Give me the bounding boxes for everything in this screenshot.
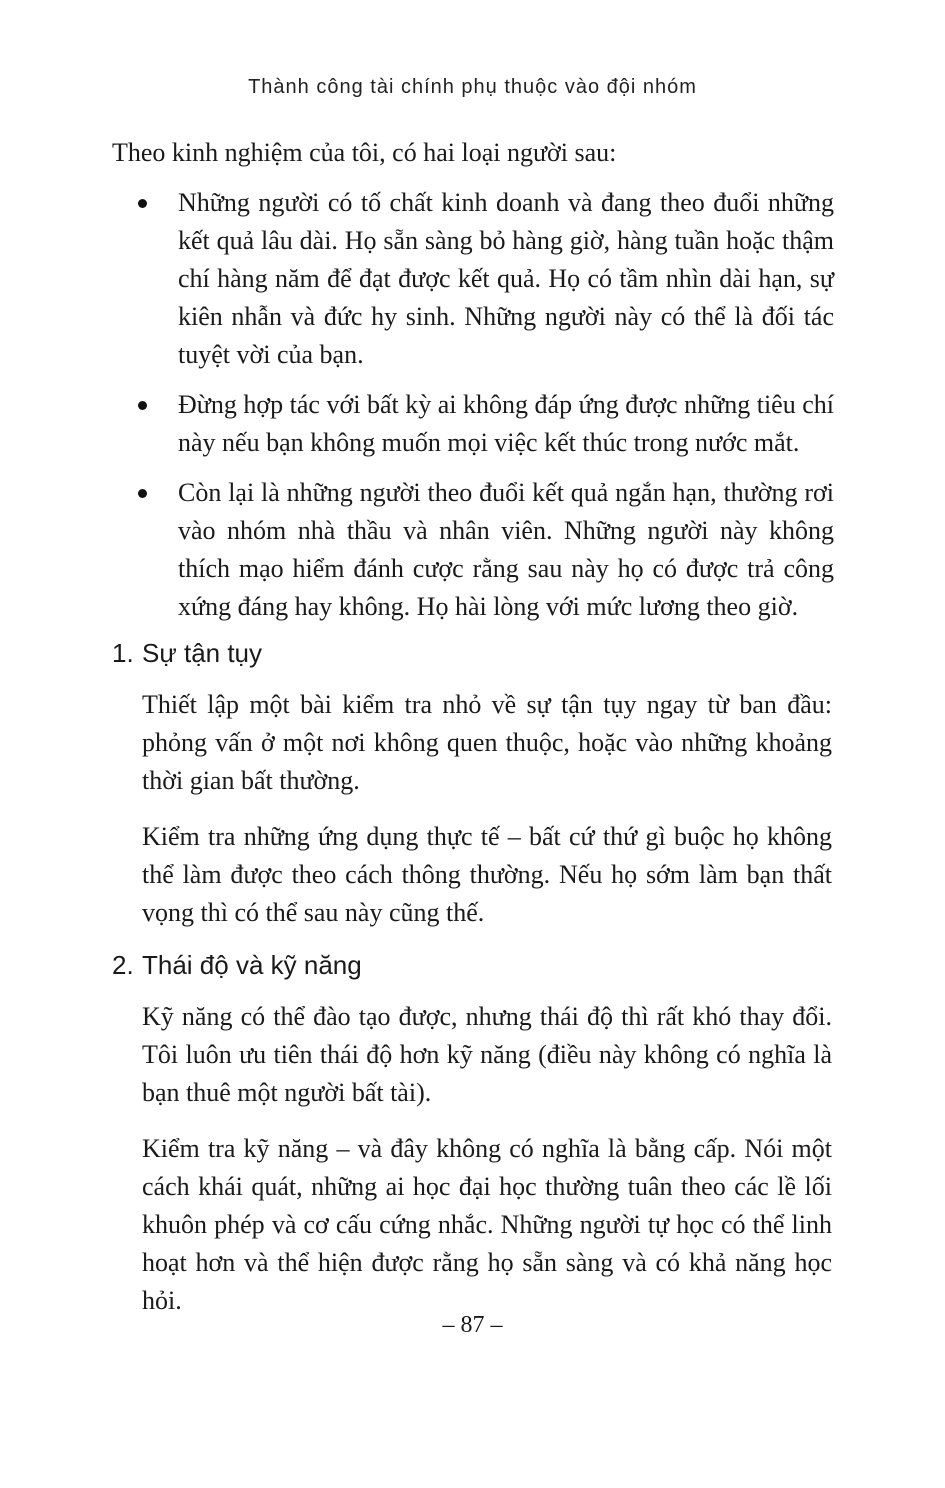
bullet-item <box>0 474 834 626</box>
bullet-list <box>0 184 945 638</box>
bullet-text: Còn lại là những người theo đuổi kết quả ngắn hạn, thường rơi vào nhóm nhà thầu và nhân viên. Những người này không thích mạo hiểm đánh cược rằng sau này họ có được trả công xứng đáng hay không. Họ hài lòng với mức lương theo giờ. <box>178 478 834 621</box>
bullet-item <box>0 386 834 462</box>
section-title: Thái độ và kỹ năng <box>142 950 362 980</box>
bullet-text: Đừng hợp tác với bất kỳ ai không đáp ứng được những tiêu chí này nếu bạn không muốn mọi việc kết thúc trong nước mắt. <box>178 390 834 457</box>
section-2-paragraph-2: Kiểm tra kỹ năng – và đây không có nghĩa là bằng cấp. Nói một cách khái quát, những ai học đại học thường tuân theo các lề lối khuôn phép và cơ cấu cứng nhắc. Những người tự học có thể linh hoạt hơn và thể hiện được rằng họ sẵn sàng và có khả năng học hỏi. <box>142 1134 832 1315</box>
section-1-paragraph-2: Kiểm tra những ứng dụng thực tế – bất cứ thứ gì buộc họ không thể làm được theo cách thông thường. Nếu họ sớm làm bạn thất vọng thì có thể sau này cũng thế. <box>142 822 832 927</box>
section-number: 1. <box>112 638 134 668</box>
page-number: – 87 – <box>442 1312 503 1338</box>
intro-paragraph: Theo kinh nghiệm của tôi, có hai loại người sau: <box>112 138 617 167</box>
section-number: 2. <box>112 950 134 980</box>
running-header: Thành công tài chính phụ thuộc vào đội nhóm <box>248 76 697 98</box>
bullet-text: Những người có tố chất kinh doanh và đang theo đuổi những kết quả lâu dài. Họ sẵn sàng bỏ hàng giờ, hàng tuần hoặc thậm chí hàng năm để đạt được kết quả. Họ có tầm nhìn dài hạn, sự kiên nhẫn và đức hy sinh. Những người này có thể là đối tác tuyệt vời của bạn. <box>178 188 834 369</box>
bullet-item <box>0 184 834 374</box>
bullet-icon <box>138 489 147 498</box>
section-heading-1 <box>112 634 262 672</box>
section-2-paragraph-1: Kỹ năng có thể đào tạo được, nhưng thái độ thì rất khó thay đổi. Tôi luôn ưu tiên thái độ hơn kỹ năng (điều này không có nghĩa là bạn thuê một người bất tài). <box>142 1002 832 1107</box>
bullet-icon <box>138 199 147 208</box>
section-1-paragraph-1: Thiết lập một bài kiểm tra nhỏ về sự tận tụy ngay từ ban đầu: phỏng vấn ở một nơi không quen thuộc, hoặc vào những khoảng thời gian bất thường. <box>142 690 832 795</box>
section-title: Sự tận tụy <box>142 638 263 668</box>
section-heading-2 <box>112 946 362 984</box>
bullet-icon <box>138 401 147 410</box>
